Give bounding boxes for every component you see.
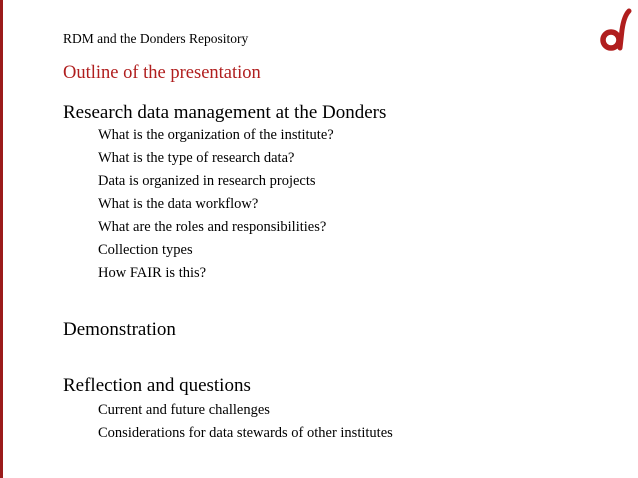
list-item: What are the roles and responsibilities?	[98, 219, 327, 235]
list-item: How FAIR is this?	[98, 265, 207, 281]
section-heading-rdm: Research data management at the Donders	[63, 102, 387, 123]
section-list-rdm	[98, 124, 334, 285]
list-item: Data is organized in research projects	[98, 173, 316, 189]
slide-header: RDM and the Donders Repository	[63, 31, 249, 46]
list-item: Considerations for data stewards of other institutes	[98, 425, 393, 441]
list-item: Collection types	[98, 242, 193, 258]
list-item: What is the organization of the institute?	[98, 127, 334, 143]
slide-title: Outline of the presentation	[63, 63, 261, 83]
donders-logo-icon	[598, 8, 632, 54]
section-list-reflection	[98, 399, 393, 445]
list-item: Current and future challenges	[98, 402, 270, 418]
slide-left-accent-bar	[0, 0, 3, 478]
section-heading-reflection: Reflection and questions	[63, 375, 251, 396]
section-heading-demonstration: Demonstration	[63, 319, 176, 340]
list-item: What is the data workflow?	[98, 196, 259, 212]
list-item: What is the type of research data?	[98, 150, 295, 166]
